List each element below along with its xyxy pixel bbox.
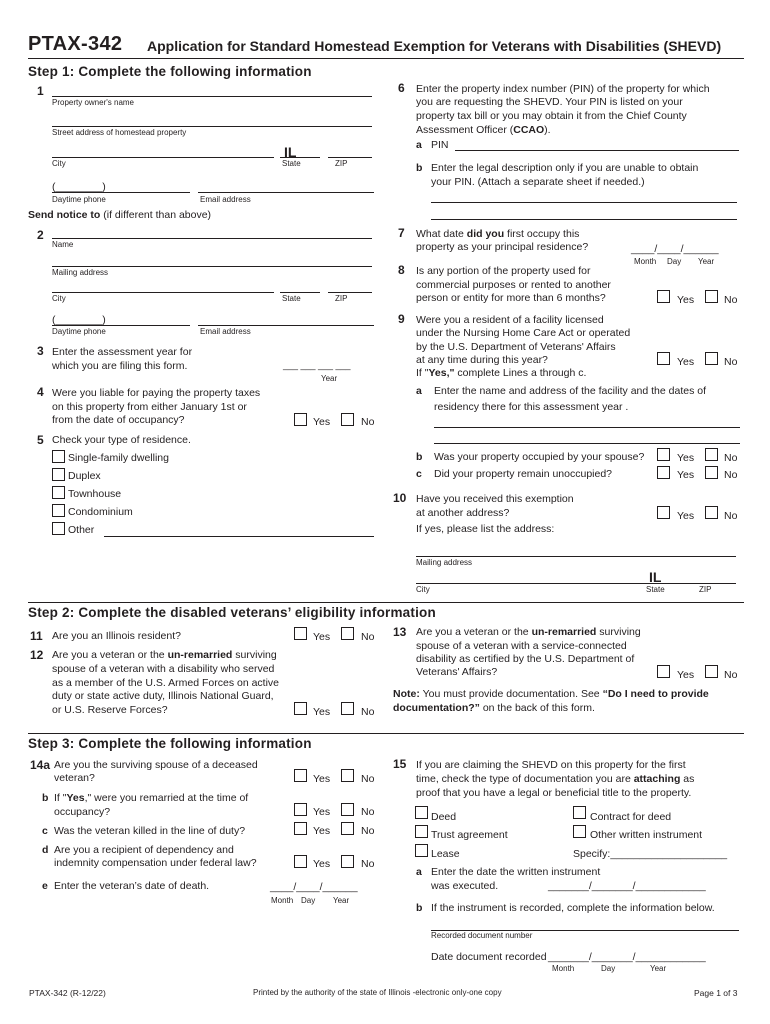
notice-city-label: City xyxy=(52,294,66,303)
q14c-no-checkbox[interactable] xyxy=(341,822,354,835)
facility-field-1[interactable] xyxy=(434,427,740,428)
q14c-text: Was the veteran killed in the line of duty? xyxy=(54,825,246,837)
recorded-document-number-label: Recorded document number xyxy=(431,931,533,940)
state-line xyxy=(280,157,320,158)
q9b-letter: b xyxy=(416,451,423,463)
notice-state-field[interactable] xyxy=(280,292,320,293)
q14a-no-checkbox[interactable] xyxy=(341,769,354,782)
q3-text-1: Enter the assessment year for xyxy=(52,346,193,358)
phone-label: Daytime phone xyxy=(52,195,106,204)
date-recorded-field[interactable]: _______/_______/____________ xyxy=(548,951,706,963)
q14b-no-label: No xyxy=(361,806,375,818)
q10-zip-label: ZIP xyxy=(699,585,712,594)
q14e-month-label: Month xyxy=(271,896,294,905)
email-label: Email address xyxy=(200,195,251,204)
q14c-no-label: No xyxy=(361,825,375,837)
residence-condominium-checkbox[interactable] xyxy=(52,504,65,517)
notice-phone-field[interactable] xyxy=(52,325,190,326)
q13-no-checkbox[interactable] xyxy=(705,665,718,678)
q14e-day-label: Day xyxy=(301,896,316,905)
residence-duplex-label: Duplex xyxy=(68,470,101,482)
q10-state-value: IL xyxy=(649,569,662,585)
legal-description-field-1[interactable] xyxy=(431,202,737,203)
notice-email-field[interactable] xyxy=(198,325,374,326)
q9a-text-1: Enter the name and address of the facility and the dates of xyxy=(434,385,707,397)
q9-text-1: Were you a resident of a facility licensed xyxy=(416,314,604,326)
step2-rule xyxy=(28,602,744,603)
notice-mailing-label: Mailing address xyxy=(52,268,109,277)
q5-number: 5 xyxy=(37,433,44,447)
step3-rule xyxy=(28,733,744,734)
q7-day-label: Day xyxy=(667,257,682,266)
q14a-yes-checkbox[interactable] xyxy=(294,769,307,782)
q14e-text: Enter the veteran’s date of death. xyxy=(54,880,210,892)
notice-name-field[interactable] xyxy=(52,238,372,239)
header-rule xyxy=(28,58,744,59)
q4-yes-label: Yes xyxy=(313,416,331,428)
q9-text-3: by the U.S. Department of Veterans' Affairs xyxy=(416,341,616,353)
q14b-no-checkbox[interactable] xyxy=(341,803,354,816)
q12-yes-checkbox[interactable] xyxy=(294,702,307,715)
doc-specify-field[interactable]: Specify:____________________ xyxy=(573,848,728,860)
phone-paren: (________) xyxy=(52,181,106,193)
q6a-text: PIN xyxy=(431,139,449,151)
rec-month-label: Month xyxy=(552,964,575,973)
notice-zip-field[interactable] xyxy=(328,292,372,293)
q9a-letter: a xyxy=(416,385,422,397)
q4-text-3: from the date of occupancy? xyxy=(52,414,185,426)
q9-yes-label: Yes xyxy=(677,356,695,368)
doc-lease-label: Lease xyxy=(431,848,460,860)
q9a-text-2: residency there for this assessment year . xyxy=(434,401,629,413)
q14a-no-label: No xyxy=(361,773,375,785)
q9b-yes-checkbox[interactable] xyxy=(657,448,670,461)
q8-yes-checkbox[interactable] xyxy=(657,290,670,303)
residence-other-checkbox[interactable] xyxy=(52,522,65,535)
step1-title: Step 1: Complete the following information xyxy=(28,64,312,79)
q15a-text-2: was executed. xyxy=(431,880,499,892)
documentation-note-1: Note: You must provide documentation. See “Do I need to provide xyxy=(393,688,709,700)
q6b-text-1: Enter the legal description only if you are unable to obtain xyxy=(431,162,699,174)
q10-no-checkbox[interactable] xyxy=(705,506,718,519)
q7-text-2: property as your principal residence? xyxy=(416,241,589,253)
q15a-letter: a xyxy=(416,866,422,878)
q14a-number: 14a xyxy=(30,758,51,772)
doc-trust-agreement-label: Trust agreement xyxy=(431,829,508,841)
q13-yes-checkbox[interactable] xyxy=(657,665,670,678)
q12-no-label: No xyxy=(361,706,375,718)
q8-text-1: Is any portion of the property used for xyxy=(416,265,591,277)
q6b-letter: b xyxy=(416,162,423,174)
q7-number: 7 xyxy=(398,226,405,240)
q4-no-checkbox[interactable] xyxy=(341,413,354,426)
q6-text-1: Enter the property index number (PIN) of the property for which xyxy=(416,83,710,95)
rec-day-label: Day xyxy=(601,964,616,973)
q11-no-checkbox[interactable] xyxy=(341,627,354,640)
city-field[interactable] xyxy=(52,157,274,158)
q7-month-label: Month xyxy=(634,257,657,266)
street-address-field[interactable] xyxy=(52,126,372,127)
q14e-letter: e xyxy=(42,880,48,892)
q11-no-label: No xyxy=(361,631,375,643)
q3-year-label: Year xyxy=(321,374,338,383)
q12-text-5: or U.S. Reserve Forces? xyxy=(52,704,168,716)
q14a-yes-label: Yes xyxy=(313,773,331,785)
step3-title: Step 3: Complete the following information xyxy=(28,736,312,751)
q14d-text-2: indemnity compensation under federal law? xyxy=(54,857,257,869)
q14d-text-1: Are you a recipient of dependency and xyxy=(54,844,234,856)
assessment-year-field[interactable]: ___ ___ ___ ___ xyxy=(283,360,351,370)
q3-number: 3 xyxy=(37,344,44,358)
q12-text-4: duty or state active duty, Illinois National Guard, xyxy=(52,690,274,702)
q14b-text-1: If "Yes," were you remarried at the time of xyxy=(54,792,249,804)
residence-other-label: Other xyxy=(68,524,95,536)
q14b-letter: b xyxy=(42,792,49,804)
doc-other-instrument-label: Other written instrument xyxy=(590,829,703,841)
residence-single-family-label: Single-family dwelling xyxy=(68,452,169,464)
q14c-letter: c xyxy=(42,825,48,837)
doc-other-instrument-checkbox[interactable] xyxy=(573,825,586,838)
footer-page-number: Page 1 of 3 xyxy=(694,988,738,998)
q10-no-label: No xyxy=(724,510,738,522)
doc-contract-for-deed-checkbox[interactable] xyxy=(573,806,586,819)
notice-phone-label: Daytime phone xyxy=(52,327,106,336)
q6a-letter: a xyxy=(416,139,422,151)
q14d-yes-label: Yes xyxy=(313,858,331,870)
q14c-yes-label: Yes xyxy=(313,825,331,837)
q10-text-1: Have you received this exemption xyxy=(416,493,574,505)
q4-text-1: Were you liable for paying the property taxes xyxy=(52,387,261,399)
q13-yes-label: Yes xyxy=(677,669,695,681)
q10-mailing-field[interactable] xyxy=(416,556,736,557)
q9c-yes-checkbox[interactable] xyxy=(657,466,670,479)
q14e-year-label: Year xyxy=(333,896,350,905)
q4-yes-checkbox[interactable] xyxy=(294,413,307,426)
q9-text-4: at any time during this year? xyxy=(416,354,548,366)
q15a-text-1: Enter the date the written instrument xyxy=(431,866,601,878)
owner-name-field[interactable] xyxy=(52,96,372,97)
notice-email-label: Email address xyxy=(200,327,251,336)
q14a-text-2: veteran? xyxy=(54,772,95,784)
q10-text-2: at another address? xyxy=(416,507,510,519)
q12-number: 12 xyxy=(30,648,44,662)
q10-mailing-label: Mailing address xyxy=(416,558,473,567)
q13-text-1: Are you a veteran or the un-remarried surviving xyxy=(416,626,641,638)
notice-name-label: Name xyxy=(52,240,74,249)
q9c-text: Did your property remain unoccupied? xyxy=(434,468,613,480)
q15b-letter: b xyxy=(416,902,423,914)
pin-field[interactable] xyxy=(455,150,739,151)
send-notice-heading: Send notice to (if different than above) xyxy=(28,209,212,221)
q11-text: Are you an Illinois resident? xyxy=(52,630,181,642)
q4-number: 4 xyxy=(37,385,44,399)
doc-deed-checkbox[interactable] xyxy=(415,806,428,819)
q14d-no-checkbox[interactable] xyxy=(341,855,354,868)
q9-no-label: No xyxy=(724,356,738,368)
rec-year-label: Year xyxy=(650,964,667,973)
q10-number: 10 xyxy=(393,491,407,505)
q8-yes-label: Yes xyxy=(677,294,695,306)
q9b-no-checkbox[interactable] xyxy=(705,448,718,461)
q13-text-3: disability as certified by the U.S. Department of xyxy=(416,653,635,665)
q14a-text-1: Are you the surviving spouse of a deceased xyxy=(54,759,258,771)
residence-other-field[interactable] xyxy=(104,536,374,537)
q6b-text-2: your PIN. (Attach a separate sheet if needed.) xyxy=(431,176,645,188)
q15-text-2: time, check the type of documentation you are attaching as xyxy=(416,773,695,785)
date-of-death-field[interactable]: ____/____/______ xyxy=(270,881,358,893)
doc-trust-agreement-checkbox[interactable] xyxy=(415,825,428,838)
q12-text-3: as a member of the U.S. Armed Forces on active xyxy=(52,677,280,689)
q3-text-2: which you are filing this form. xyxy=(52,360,188,372)
doc-lease-checkbox[interactable] xyxy=(415,844,428,857)
instrument-executed-date-field[interactable]: _______/_______/____________ xyxy=(548,880,706,892)
zip-field[interactable] xyxy=(328,157,372,158)
q9b-yes-label: Yes xyxy=(677,452,695,464)
q15-text-3: proof that you have a legal or beneficial title to the property. xyxy=(416,787,692,799)
q1-number: 1 xyxy=(37,84,44,98)
notice-state-label: State xyxy=(282,294,301,303)
q10-yes-checkbox[interactable] xyxy=(657,506,670,519)
q15-text-1: If you are claiming the SHEVD on this property for the first xyxy=(416,759,686,771)
q14b-yes-checkbox[interactable] xyxy=(294,803,307,816)
state-label: State xyxy=(282,159,301,168)
q12-yes-label: Yes xyxy=(313,706,331,718)
q11-number: 11 xyxy=(30,629,43,643)
q9b-text: Was your property occupied by your spouse? xyxy=(434,451,645,463)
q9-number: 9 xyxy=(398,312,405,326)
residence-townhouse-checkbox[interactable] xyxy=(52,486,65,499)
q13-text-2: spouse of a veteran with a service-connected xyxy=(416,640,627,652)
q4-no-label: No xyxy=(361,416,375,428)
facility-field-2[interactable] xyxy=(434,443,740,444)
q14d-letter: d xyxy=(42,844,49,856)
footer-printed-by: Printed by the authority of the state of Illinois -electronic only-one copy xyxy=(253,988,502,997)
q6-text-2: you are requesting the SHEVD. Your PIN is listed on your xyxy=(416,96,683,108)
q8-text-2: commercial purposes or rented to another xyxy=(416,279,611,291)
step2-title: Step 2: Complete the disabled veterans’ eligibility information xyxy=(28,605,436,620)
q9c-no-label: No xyxy=(724,469,738,481)
q12-text-2: spouse of a veteran with a disability who served xyxy=(52,663,275,675)
legal-description-field-2[interactable] xyxy=(431,219,737,220)
footer-form-rev: PTAX-342 (R-12/22) xyxy=(29,988,106,998)
q9-text-2: under the Nursing Home Care Act or operated xyxy=(416,327,631,339)
email-field[interactable] xyxy=(198,192,374,193)
q2-number: 2 xyxy=(37,228,44,242)
q15b-text: If the instrument is recorded, complete the information below. xyxy=(431,902,715,914)
notice-zip-label: ZIP xyxy=(335,294,348,303)
q10-city-state-zip-field[interactable] xyxy=(416,583,736,584)
q10-text-3: If yes, please list the address: xyxy=(416,523,555,535)
doc-deed-label: Deed xyxy=(431,811,457,823)
q14d-no-label: No xyxy=(361,858,375,870)
q14c-yes-checkbox[interactable] xyxy=(294,822,307,835)
documentation-note-2: documentation?” on the back of this form. xyxy=(393,702,595,714)
residence-duplex-checkbox[interactable] xyxy=(52,468,65,481)
residence-townhouse-label: Townhouse xyxy=(68,488,122,500)
q6-text-4: Assessment Officer (CCAO). xyxy=(416,124,551,136)
q10-yes-label: Yes xyxy=(677,510,695,522)
q14d-yes-checkbox[interactable] xyxy=(294,855,307,868)
q11-yes-label: Yes xyxy=(313,631,331,643)
q9c-letter: c xyxy=(416,468,422,480)
phone-field[interactable] xyxy=(52,192,190,193)
date-recorded-text: Date document recorded xyxy=(431,951,547,963)
residence-single-family-checkbox[interactable] xyxy=(52,450,65,463)
q6-text-3: property tax bill or you may obtain it from the Chief County xyxy=(416,110,687,122)
q12-no-checkbox[interactable] xyxy=(341,702,354,715)
notice-phone-paren: (________) xyxy=(52,314,106,326)
q6-number: 6 xyxy=(398,81,405,95)
q14b-text-2: occupancy? xyxy=(54,806,111,818)
state-value: IL xyxy=(284,144,297,160)
q7-year-label: Year xyxy=(698,257,715,266)
q5-text: Check your type of residence. xyxy=(52,434,191,446)
q7-text-1: What date did you first occupy this xyxy=(416,228,580,240)
notice-mailing-field[interactable] xyxy=(52,266,372,267)
q9b-no-label: No xyxy=(724,452,738,464)
occupancy-date-field[interactable]: ____/____/______ xyxy=(631,243,719,255)
q9c-no-checkbox[interactable] xyxy=(705,466,718,479)
q10-city-label: City xyxy=(416,585,430,594)
q10-state-label: State xyxy=(646,585,665,594)
city-label: City xyxy=(52,159,66,168)
q9-text-5: If "Yes," complete Lines a through c. xyxy=(416,367,587,379)
q11-yes-checkbox[interactable] xyxy=(294,627,307,640)
q8-number: 8 xyxy=(398,263,405,277)
doc-contract-for-deed-label: Contract for deed xyxy=(590,811,672,823)
q8-text-3: person or entity for more than 6 months? xyxy=(416,292,606,304)
q15-number: 15 xyxy=(393,757,407,771)
notice-city-field[interactable] xyxy=(52,292,274,293)
owner-name-label: Property owner's name xyxy=(52,98,135,107)
q4-text-2: on this property from either January 1st or xyxy=(52,401,247,413)
form-id: PTAX-342 xyxy=(28,33,123,55)
q14b-yes-label: Yes xyxy=(313,806,331,818)
q12-text-1: Are you a veteran or the un-remarried surviving xyxy=(52,649,277,661)
street-address-label: Street address of homestead property xyxy=(52,128,187,137)
q8-no-checkbox[interactable] xyxy=(705,290,718,303)
q9c-yes-label: Yes xyxy=(677,469,695,481)
q8-no-label: No xyxy=(724,294,738,306)
q13-number: 13 xyxy=(393,625,407,639)
residence-condominium-label: Condominium xyxy=(68,506,133,518)
q13-text-4: Veterans' Affairs? xyxy=(416,666,498,678)
form-title: Application for Standard Homestead Exemption for Veterans with Disabilities (SHEVD) xyxy=(147,38,722,54)
q9-yes-checkbox[interactable] xyxy=(657,352,670,365)
zip-label: ZIP xyxy=(335,159,348,168)
q13-no-label: No xyxy=(724,669,738,681)
q9-no-checkbox[interactable] xyxy=(705,352,718,365)
